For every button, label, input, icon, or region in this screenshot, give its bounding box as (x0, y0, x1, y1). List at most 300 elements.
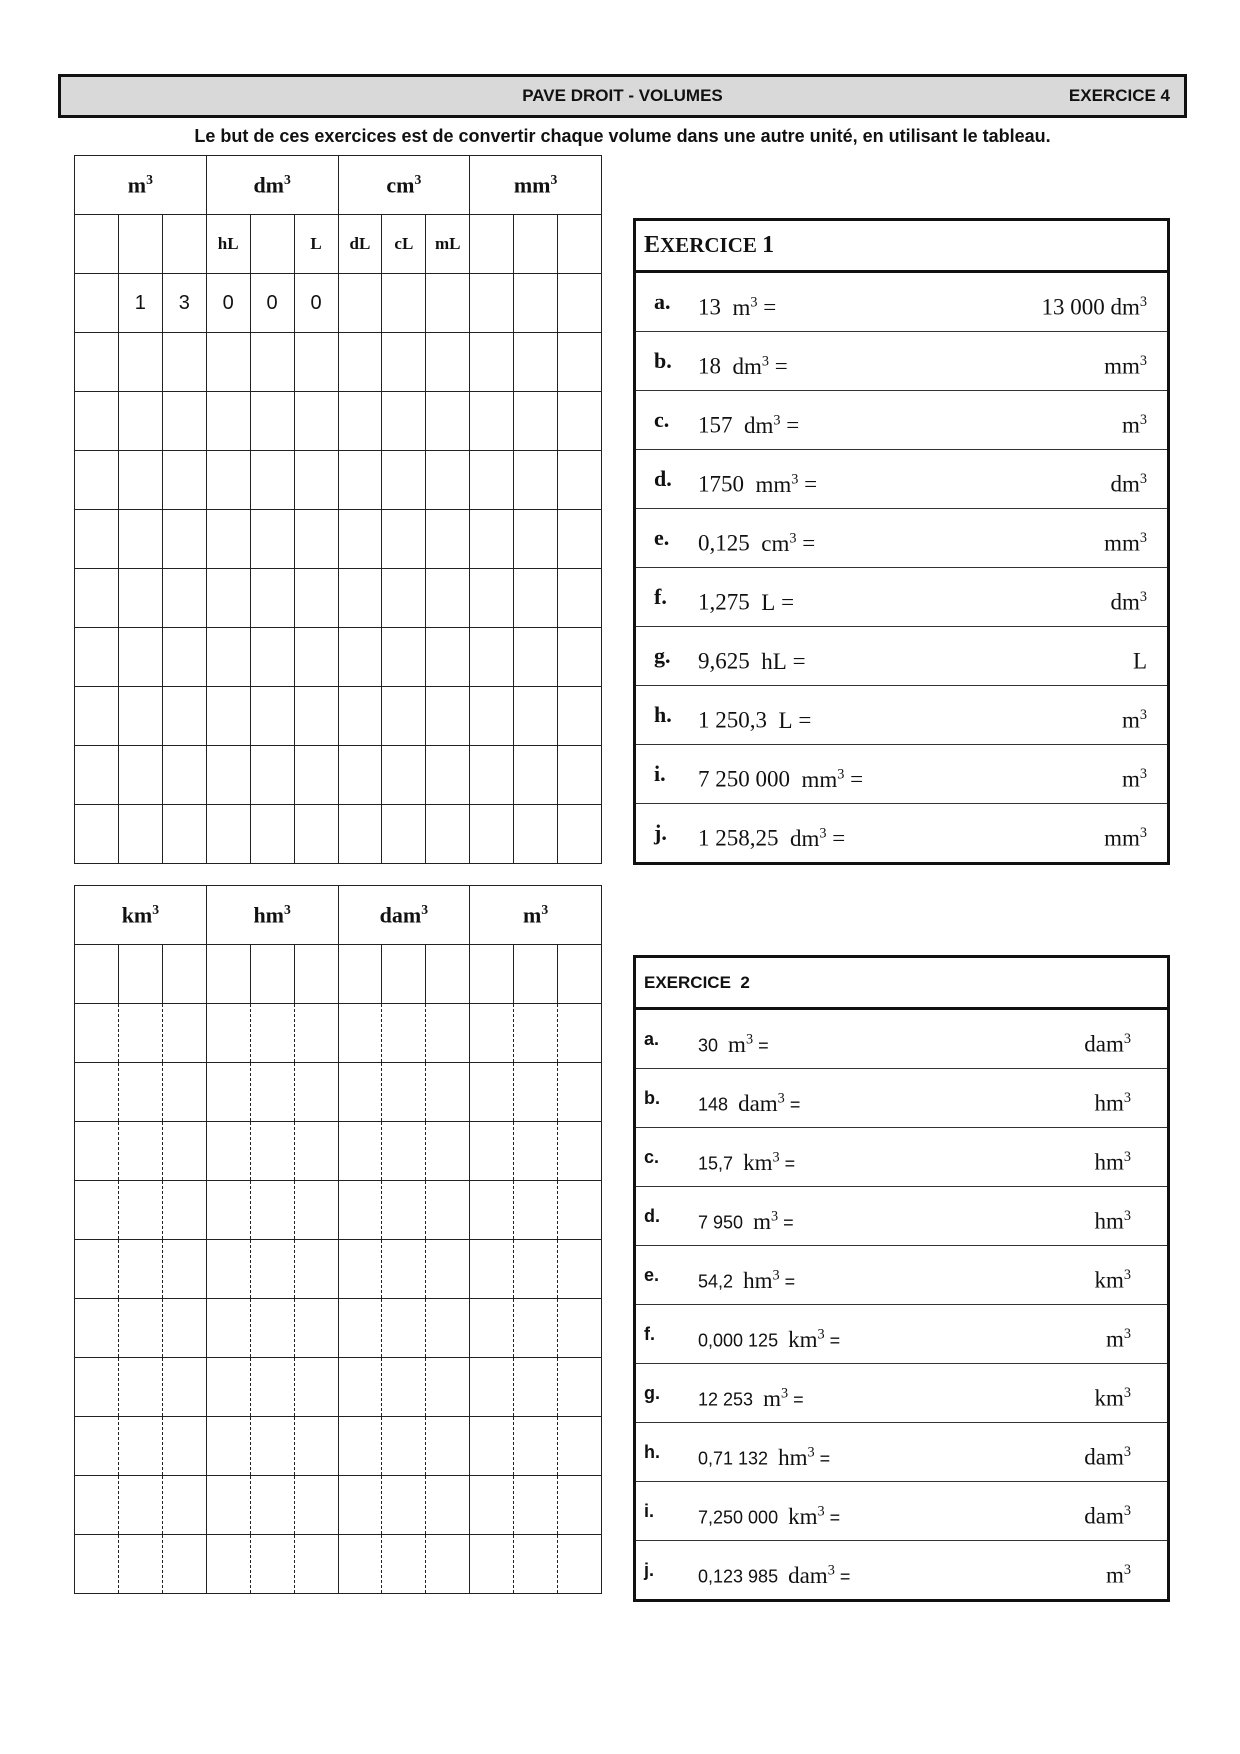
grid-cell[interactable] (294, 746, 338, 805)
grid-cell[interactable] (162, 1417, 206, 1476)
grid-cell[interactable] (294, 333, 338, 392)
unit-header: $m^3$ (75, 156, 207, 215)
item-answer[interactable]: $km^3$ (1094, 1267, 1131, 1293)
grid-cell[interactable] (75, 628, 119, 687)
grid-cell[interactable] (250, 1535, 294, 1594)
exercise-item (636, 1423, 1167, 1482)
item-answer[interactable]: $mm^3$ (1104, 353, 1147, 379)
grid-cell[interactable] (382, 687, 426, 746)
grid-cell[interactable] (75, 1299, 119, 1358)
grid-cell[interactable] (514, 1181, 558, 1240)
grid-cell[interactable] (118, 510, 162, 569)
grid-cell[interactable] (470, 805, 514, 864)
grid-cell[interactable] (514, 1240, 558, 1299)
grid-cell[interactable] (558, 451, 602, 510)
grid-cell[interactable] (470, 392, 514, 451)
grid-cell[interactable] (75, 392, 119, 451)
grid-cell[interactable] (338, 392, 382, 451)
grid-cell[interactable] (470, 628, 514, 687)
unit-header: $km^3$ (75, 886, 207, 945)
subunit-cell (294, 945, 338, 1004)
grid-cell[interactable] (470, 1240, 514, 1299)
grid-cell[interactable] (206, 1535, 250, 1594)
item-answer[interactable]: $dm^3$ (1110, 471, 1147, 497)
grid-cell[interactable] (118, 1476, 162, 1535)
grid-cell[interactable] (118, 1063, 162, 1122)
grid-cell[interactable] (162, 687, 206, 746)
grid-cell[interactable] (514, 392, 558, 451)
grid-cell[interactable] (118, 392, 162, 451)
grid-cell[interactable] (382, 274, 426, 333)
grid-cell[interactable] (382, 1476, 426, 1535)
grid-cell[interactable] (338, 510, 382, 569)
subunit-cell (162, 945, 206, 1004)
grid-cell[interactable] (162, 1535, 206, 1594)
grid-cell[interactable] (250, 333, 294, 392)
grid-cell[interactable] (250, 1063, 294, 1122)
grid-cell[interactable] (382, 1004, 426, 1063)
grid-cell[interactable] (118, 805, 162, 864)
grid-cell[interactable] (206, 1417, 250, 1476)
grid-cell[interactable] (426, 1181, 470, 1240)
grid-cell[interactable] (338, 274, 382, 333)
grid-cell[interactable] (514, 274, 558, 333)
grid-cell[interactable] (470, 1122, 514, 1181)
grid-cell[interactable] (558, 1181, 602, 1240)
grid-cell[interactable] (382, 746, 426, 805)
item-question: 0,125 $cm^3$ = (698, 530, 816, 556)
item-answer[interactable]: $m^3$ (1121, 412, 1147, 438)
item-answer[interactable]: L (1132, 648, 1147, 674)
grid-cell[interactable] (426, 687, 470, 746)
grid-cell[interactable] (470, 510, 514, 569)
grid-cell[interactable] (250, 1358, 294, 1417)
grid-cell[interactable] (514, 1358, 558, 1417)
grid-cell[interactable] (558, 1417, 602, 1476)
grid-cell[interactable] (338, 687, 382, 746)
item-answer[interactable]: $mm^3$ (1104, 825, 1147, 851)
grid-cell[interactable] (558, 510, 602, 569)
grid-cell[interactable] (470, 1299, 514, 1358)
grid-cell[interactable] (426, 1122, 470, 1181)
grid-cell[interactable]: 0 (250, 274, 294, 333)
grid-cell[interactable] (162, 333, 206, 392)
grid-cell[interactable] (338, 1063, 382, 1122)
grid-cell[interactable] (162, 1122, 206, 1181)
grid-cell[interactable] (206, 333, 250, 392)
grid-cell[interactable] (514, 569, 558, 628)
grid-cell[interactable] (558, 1004, 602, 1063)
grid-cell[interactable] (294, 1181, 338, 1240)
subunit-cell (558, 945, 602, 1004)
grid-cell[interactable] (118, 1358, 162, 1417)
grid-example-row (75, 274, 602, 333)
grid-cell[interactable] (514, 687, 558, 746)
grid-cell[interactable] (75, 1358, 119, 1417)
grid-cell[interactable] (338, 1181, 382, 1240)
subunit-cell (558, 215, 602, 274)
grid-cell[interactable] (206, 1240, 250, 1299)
grid-cell[interactable] (514, 1535, 558, 1594)
grid-cell[interactable] (426, 1476, 470, 1535)
grid-cell[interactable] (426, 569, 470, 628)
grid-cell[interactable] (75, 1004, 119, 1063)
grid-cell[interactable]: 0 (294, 274, 338, 333)
grid-cell[interactable] (470, 1181, 514, 1240)
grid-cell[interactable] (426, 1417, 470, 1476)
grid-cell[interactable] (338, 569, 382, 628)
grid-cell[interactable] (382, 1122, 426, 1181)
grid-cell[interactable] (75, 1476, 119, 1535)
grid-cell[interactable] (294, 1358, 338, 1417)
grid-cell[interactable] (382, 628, 426, 687)
grid-cell[interactable] (162, 1004, 206, 1063)
grid-cell[interactable] (426, 1240, 470, 1299)
item-answer[interactable]: dam$^3$ (1084, 1503, 1131, 1529)
grid-cell[interactable] (75, 1063, 119, 1122)
grid-cell[interactable] (162, 628, 206, 687)
grid-cell[interactable] (206, 1181, 250, 1240)
grid-cell[interactable] (118, 1417, 162, 1476)
item-label: e. (644, 1265, 660, 1285)
grid-cell[interactable] (382, 1240, 426, 1299)
grid-cell[interactable] (75, 451, 119, 510)
grid-cell[interactable] (75, 746, 119, 805)
grid-cell[interactable] (514, 1063, 558, 1122)
grid-cell[interactable] (250, 1299, 294, 1358)
grid-cell[interactable] (558, 1358, 602, 1417)
grid-cell[interactable] (382, 569, 426, 628)
grid-cell[interactable] (206, 805, 250, 864)
grid-cell[interactable] (250, 746, 294, 805)
grid-cell[interactable] (118, 1535, 162, 1594)
grid-cell[interactable] (558, 1535, 602, 1594)
item-question: 1 258,25 $dm^3$ = (698, 825, 846, 851)
grid-cell[interactable] (514, 333, 558, 392)
grid-cell[interactable] (250, 1476, 294, 1535)
grid-cell[interactable] (250, 510, 294, 569)
grid-cell[interactable] (206, 451, 250, 510)
grid-cell[interactable] (75, 1181, 119, 1240)
grid-cell[interactable] (75, 569, 119, 628)
grid-cell[interactable] (118, 687, 162, 746)
grid-cell[interactable] (558, 1299, 602, 1358)
grid-row (75, 628, 602, 687)
grid-cell[interactable] (162, 451, 206, 510)
grid-cell[interactable] (294, 392, 338, 451)
subunit-cell (75, 215, 119, 274)
grid-cell[interactable] (294, 687, 338, 746)
grid-cell[interactable] (118, 628, 162, 687)
grid-cell[interactable] (426, 1358, 470, 1417)
grid-row (75, 1063, 602, 1122)
grid-cell[interactable] (250, 1181, 294, 1240)
grid-cell[interactable] (514, 628, 558, 687)
grid-cell[interactable] (250, 1004, 294, 1063)
grid-cell[interactable] (558, 1122, 602, 1181)
grid-cell[interactable] (162, 1240, 206, 1299)
grid-cell[interactable] (118, 746, 162, 805)
grid-cell[interactable] (294, 1535, 338, 1594)
grid-cell[interactable] (558, 569, 602, 628)
grid-cell[interactable] (206, 1476, 250, 1535)
grid-cell[interactable] (514, 746, 558, 805)
subunit-cell: cL (382, 215, 426, 274)
grid-cell[interactable] (338, 746, 382, 805)
subunit-cell (206, 945, 250, 1004)
grid-cell[interactable] (426, 805, 470, 864)
grid-cell[interactable] (162, 1299, 206, 1358)
item-answer[interactable]: $hm^3$ (1094, 1090, 1131, 1116)
grid-cell[interactable] (470, 333, 514, 392)
grid-cell[interactable] (75, 805, 119, 864)
grid-cell[interactable] (338, 1240, 382, 1299)
item-answer[interactable]: dam$^3$ (1084, 1031, 1131, 1057)
grid-cell[interactable] (514, 1417, 558, 1476)
grid-cell[interactable] (514, 1299, 558, 1358)
grid-cell[interactable] (382, 1417, 426, 1476)
grid-cell[interactable] (426, 1299, 470, 1358)
grid-cell[interactable] (382, 1358, 426, 1417)
grid-cell[interactable] (75, 1122, 119, 1181)
grid-cell[interactable] (338, 1535, 382, 1594)
grid-cell[interactable] (338, 451, 382, 510)
grid-cell[interactable] (250, 805, 294, 864)
grid-cell[interactable] (558, 392, 602, 451)
grid-cell[interactable] (382, 333, 426, 392)
grid-cell[interactable]: 1 (118, 274, 162, 333)
grid-cell[interactable] (470, 746, 514, 805)
grid-units-row (75, 156, 602, 215)
grid-cell[interactable] (75, 1240, 119, 1299)
grid-cell[interactable] (338, 1299, 382, 1358)
grid-cell[interactable] (558, 333, 602, 392)
grid-cell[interactable] (514, 1122, 558, 1181)
grid-cell[interactable] (162, 805, 206, 864)
grid-cell[interactable] (470, 274, 514, 333)
grid-subunits-row (75, 215, 602, 274)
grid-cell[interactable] (250, 687, 294, 746)
grid-cell[interactable] (162, 1358, 206, 1417)
grid-cell[interactable] (426, 1535, 470, 1594)
grid-cell[interactable] (294, 1122, 338, 1181)
grid-cell[interactable] (426, 1004, 470, 1063)
grid-cell[interactable] (558, 1063, 602, 1122)
item-answer[interactable]: 13 000 $dm^3$ (1041, 294, 1147, 320)
grid-cell[interactable] (206, 687, 250, 746)
grid-cell[interactable] (558, 805, 602, 864)
item-label: d. (654, 466, 672, 491)
grid-cell[interactable] (206, 746, 250, 805)
grid-cell[interactable] (118, 451, 162, 510)
grid-cell[interactable] (382, 451, 426, 510)
grid-cell[interactable] (75, 1535, 119, 1594)
grid-cell[interactable] (250, 1417, 294, 1476)
grid-cell[interactable] (382, 1181, 426, 1240)
grid-cell[interactable] (162, 1181, 206, 1240)
grid-cell[interactable] (382, 805, 426, 864)
grid-cell[interactable] (75, 274, 119, 333)
grid-cell[interactable] (206, 569, 250, 628)
grid-cell[interactable] (338, 1004, 382, 1063)
grid-cell[interactable] (382, 1535, 426, 1594)
item-question: 1 250,3 L = (698, 707, 812, 733)
subunit-cell (382, 945, 426, 1004)
item-label: f. (644, 1324, 655, 1344)
grid-cell[interactable] (294, 451, 338, 510)
grid-cell[interactable] (294, 1476, 338, 1535)
grid-cell[interactable] (206, 1063, 250, 1122)
grid-cell[interactable] (558, 274, 602, 333)
item-answer[interactable]: $km^3$ (1094, 1385, 1131, 1411)
grid-cell[interactable] (558, 687, 602, 746)
grid-cell[interactable] (338, 1122, 382, 1181)
grid-cell[interactable] (294, 510, 338, 569)
grid-cell[interactable] (426, 392, 470, 451)
grid-cell[interactable] (338, 628, 382, 687)
exercise-item (636, 627, 1167, 686)
subunit-cell (250, 945, 294, 1004)
grid-cell[interactable] (470, 451, 514, 510)
grid-cell[interactable] (162, 392, 206, 451)
grid-cell[interactable] (470, 1063, 514, 1122)
grid-cell[interactable] (75, 510, 119, 569)
item-answer[interactable]: $m^3$ (1121, 707, 1147, 733)
grid-cell[interactable] (294, 1063, 338, 1122)
grid-cell[interactable] (162, 746, 206, 805)
grid-cell[interactable] (426, 746, 470, 805)
grid-cell[interactable] (250, 451, 294, 510)
grid-cell[interactable] (75, 333, 119, 392)
grid-cell[interactable] (514, 1476, 558, 1535)
instructions: Le but de ces exercices est de convertir chaque volume dans une autre unité, en utilisant le tableau. (194, 126, 1051, 146)
grid-cell[interactable] (206, 628, 250, 687)
grid-cell[interactable] (250, 569, 294, 628)
grid-units-row (75, 886, 602, 945)
grid-cell[interactable] (514, 510, 558, 569)
exercise-item (636, 391, 1167, 450)
item-answer[interactable]: $mm^3$ (1104, 530, 1147, 556)
grid-cell[interactable] (118, 1181, 162, 1240)
item-answer[interactable]: $m^3$ (1105, 1562, 1131, 1588)
grid-cell[interactable] (294, 1004, 338, 1063)
grid-cell[interactable] (558, 1476, 602, 1535)
grid-cell[interactable] (470, 569, 514, 628)
grid-cell[interactable] (558, 628, 602, 687)
grid-cell[interactable] (206, 510, 250, 569)
grid-cell[interactable] (382, 1063, 426, 1122)
grid-cell[interactable] (514, 805, 558, 864)
grid-cell[interactable] (294, 1417, 338, 1476)
grid-cell[interactable]: 3 (162, 274, 206, 333)
grid-cell[interactable] (470, 687, 514, 746)
item-answer[interactable]: $m^3$ (1121, 766, 1147, 792)
grid-cell[interactable]: 0 (206, 274, 250, 333)
grid-cell[interactable] (470, 1476, 514, 1535)
grid-cell[interactable] (118, 1299, 162, 1358)
grid-cell[interactable] (382, 510, 426, 569)
grid-cell[interactable] (206, 1122, 250, 1181)
grid-cell[interactable] (75, 1417, 119, 1476)
grid-cell[interactable] (118, 333, 162, 392)
grid-cell[interactable] (470, 1004, 514, 1063)
grid-cell[interactable] (250, 392, 294, 451)
grid-cell[interactable] (338, 805, 382, 864)
grid-cell[interactable] (294, 628, 338, 687)
grid-cell[interactable] (470, 1417, 514, 1476)
grid-cell[interactable] (162, 1063, 206, 1122)
item-answer[interactable]: $hm^3$ (1094, 1208, 1131, 1234)
grid-cell[interactable] (118, 1122, 162, 1181)
grid-cell[interactable] (162, 510, 206, 569)
grid-cell[interactable] (382, 1299, 426, 1358)
grid-cell[interactable] (426, 451, 470, 510)
grid-cell[interactable] (162, 569, 206, 628)
subunit-cell: dL (338, 215, 382, 274)
grid-cell[interactable] (206, 392, 250, 451)
grid-cell[interactable] (294, 1240, 338, 1299)
exercise-item (636, 1128, 1167, 1187)
item-question: 157 $dm^3$ = (698, 412, 800, 438)
exercise-item (636, 1010, 1167, 1069)
grid-cell[interactable] (338, 1417, 382, 1476)
grid-cell[interactable] (558, 746, 602, 805)
grid-cell[interactable] (294, 569, 338, 628)
grid-cell[interactable] (426, 510, 470, 569)
conversion-grid-land-volume (74, 885, 602, 1594)
grid-row (75, 569, 602, 628)
grid-cell[interactable] (338, 333, 382, 392)
grid-cell[interactable] (470, 1358, 514, 1417)
exercise-item (636, 1541, 1167, 1599)
grid-cell[interactable] (162, 1476, 206, 1535)
grid-cell[interactable] (206, 1299, 250, 1358)
grid-cell[interactable] (470, 1535, 514, 1594)
grid-cell[interactable] (118, 1240, 162, 1299)
item-answer[interactable]: $hm^3$ (1094, 1149, 1131, 1175)
grid-cell[interactable] (206, 1358, 250, 1417)
grid-row (75, 1417, 602, 1476)
grid-cell[interactable] (514, 451, 558, 510)
grid-row (75, 746, 602, 805)
grid-cell[interactable] (75, 687, 119, 746)
grid-cell[interactable] (426, 628, 470, 687)
item-answer[interactable]: $m^3$ (1105, 1326, 1131, 1352)
grid-cell[interactable] (338, 1358, 382, 1417)
grid-cell[interactable] (118, 1004, 162, 1063)
grid-cell[interactable] (338, 1476, 382, 1535)
grid-cell[interactable] (294, 1299, 338, 1358)
item-answer[interactable]: dam$^3$ (1084, 1444, 1131, 1470)
grid-cell[interactable] (250, 1122, 294, 1181)
grid-cell[interactable] (426, 1063, 470, 1122)
grid-cell[interactable] (426, 274, 470, 333)
grid-cell[interactable] (558, 1240, 602, 1299)
unit-header: $cm^3$ (338, 156, 470, 215)
item-question: 12 253 $m^3$ = (698, 1385, 804, 1411)
subunit-cell (118, 945, 162, 1004)
grid-cell[interactable] (426, 333, 470, 392)
grid-cell[interactable] (514, 1004, 558, 1063)
grid-cell[interactable] (382, 392, 426, 451)
grid-cell[interactable] (250, 1240, 294, 1299)
grid-cell[interactable] (294, 805, 338, 864)
grid-cell[interactable] (118, 569, 162, 628)
exercise-item (636, 1187, 1167, 1246)
item-answer[interactable]: $dm^3$ (1110, 589, 1147, 615)
grid-cell[interactable] (206, 1004, 250, 1063)
grid-cell[interactable] (250, 628, 294, 687)
